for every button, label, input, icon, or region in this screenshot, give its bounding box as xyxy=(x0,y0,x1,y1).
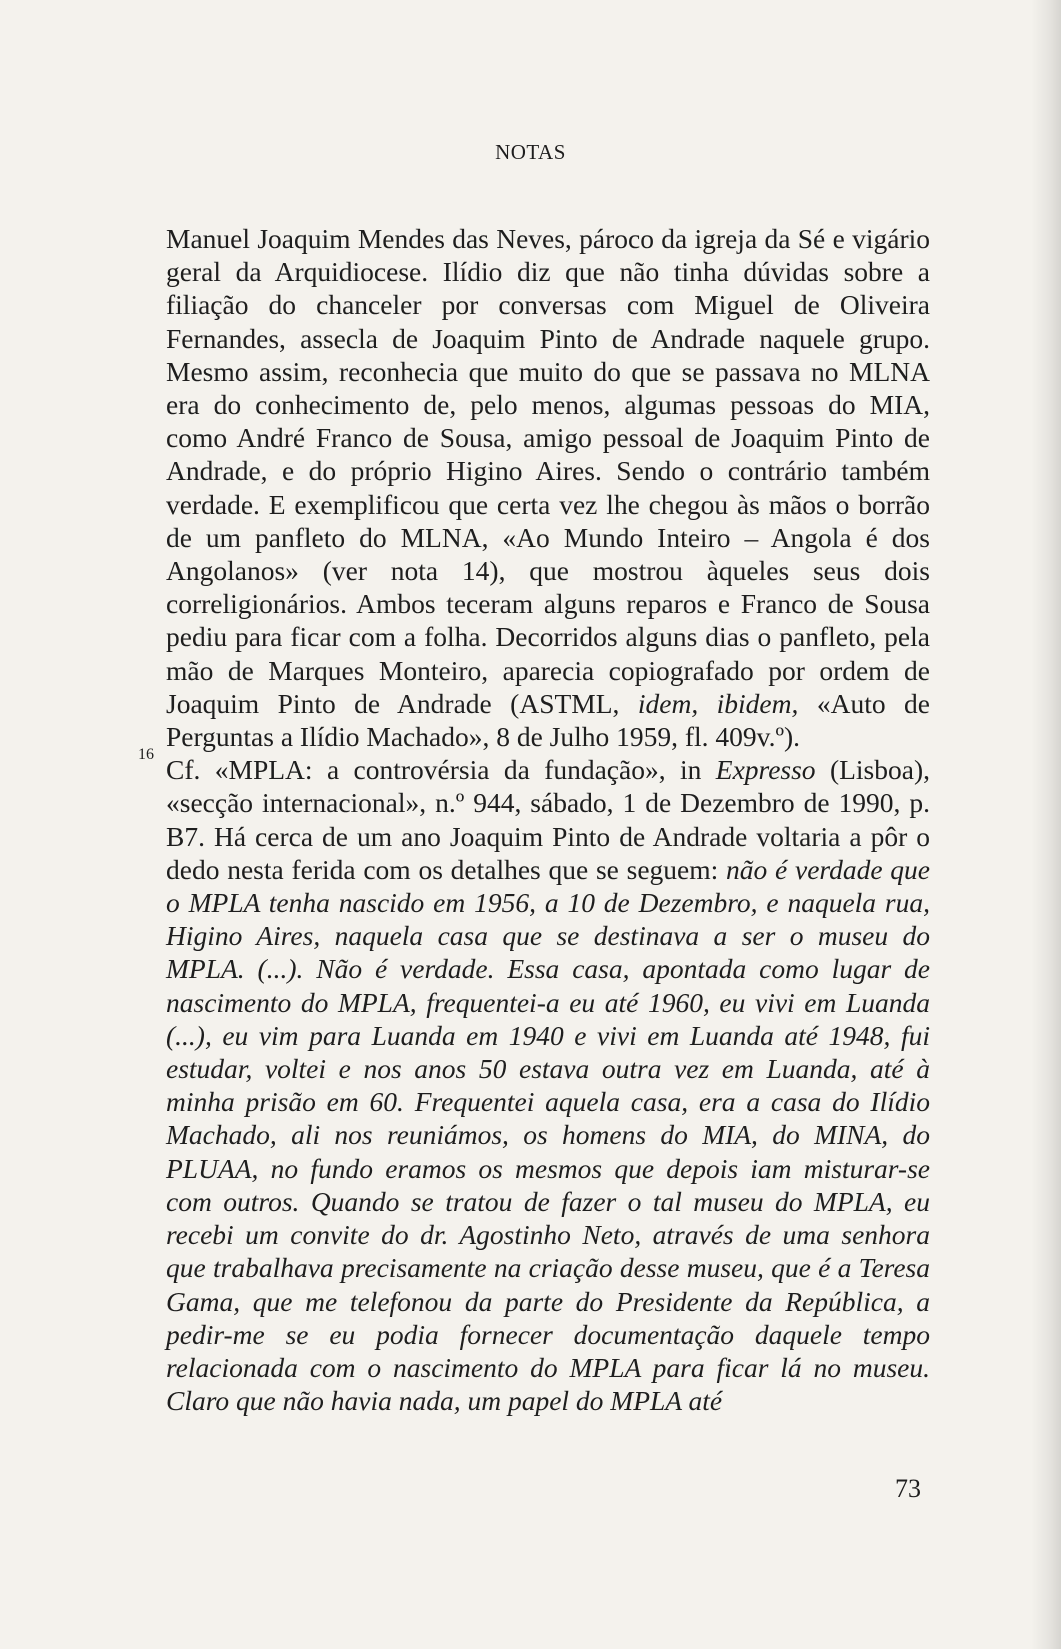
page-number: 73 xyxy=(895,1474,921,1503)
note-italic-text: Expresso xyxy=(715,754,816,786)
paragraph-text: «Auto de Perguntas a Ilídio Machado», 8 de Julho 1959, fl. 409v.º). xyxy=(166,687,930,753)
note-16 xyxy=(138,746,931,1417)
page-edge-shadow xyxy=(1031,0,1061,1649)
paragraph-text: Manuel Joaquim Mendes das Neves, pároco da igreja da Sé e vigário geral da Arquidiocese. Ilídio diz que não tinha dúvidas sobre a filiação do chanceler por conversas com Miguel de Oliveira Fernandes, assecla de Joaquim Pinto de Andrade naquele grupo. Mesmo assim, reconhecia que muito do que se passava no MLNA era do conhecimento de, pelo menos, algumas pessoas do MIA, como André Franco de Sousa, amigo pessoal de Joaquim Pinto de Andrade, e do próprio Higino Aires. Sendo o contrário também verdade. E exemplificou que certa vez lhe chegou às mãos o borrão de um panfleto do MLNA, «Ao Mundo Inteiro – Angola é dos Angolanos» (ver nota 14), que mostrou àqueles seus dois correligionários. Ambos teceram alguns reparos e Franco de Sousa pediu para ficar com a folha. Decorridos alguns dias o panfleto, pela mão de Marques Monteiro, aparecia copiografado por ordem de Joaquim Pinto de Andrade (ASTML, xyxy=(166,223,930,719)
paragraph-italic-text: idem, ibidem, xyxy=(637,687,799,719)
note-text: (Lisboa), «secção internacional», n.º 944, sábado, 1 de Dezembro de 1990, p. B7. Há cerca de um ano Joaquim Pinto de Andrade voltaria a pôr o dedo nesta ferida com os detalhes que se seguem: xyxy=(166,754,930,885)
notes-text-block xyxy=(138,222,931,1417)
note-continuation-paragraph xyxy=(166,222,930,753)
note-text: Cf. «MPLA: a controvérsia da fundação», in xyxy=(166,754,716,786)
note-italic-quote: não é verdade que o MPLA tenha nascido em 1956, a 10 de Dezembro, e naquela rua, Higino Aires, naquela casa que se destinava a ser o museu do MPLA. (...). Não é verdade. Essa casa, apontada como lugar de nascimento do MPLA, frequentei-a eu até 1960, eu vivi em Luanda (...), eu vim para Luanda em 1940 e vivi em Luanda até 1948, fui estudar, voltei e nos anos 50 estava outra vez em Luanda, até à minha prisão em 60. Frequentei aquela casa, era a casa do Ilídio Machado, ali nos reuniámos, os homens do MIA, do MINA, do PLUAA, no fundo eramos os mesmos que depois iam misturar-se com outros. Quando se tratou de fazer o tal museu do MPLA, eu recebi um convite do dr. Agostinho Neto, através de uma senhora que trabalhava precisamente na criação desse museu, que é a Teresa Gama, que me telefonou da parte do Presidente da República, a pedir-me se eu podia fornecer documentação daquele tempo relacionada com o nascimento do MPLA para ficar lá no museu. Claro que não havia nada, um papel do MPLA até xyxy=(166,853,931,1417)
note-number: 16 xyxy=(138,746,154,764)
running-head: NOTAS xyxy=(495,140,566,164)
